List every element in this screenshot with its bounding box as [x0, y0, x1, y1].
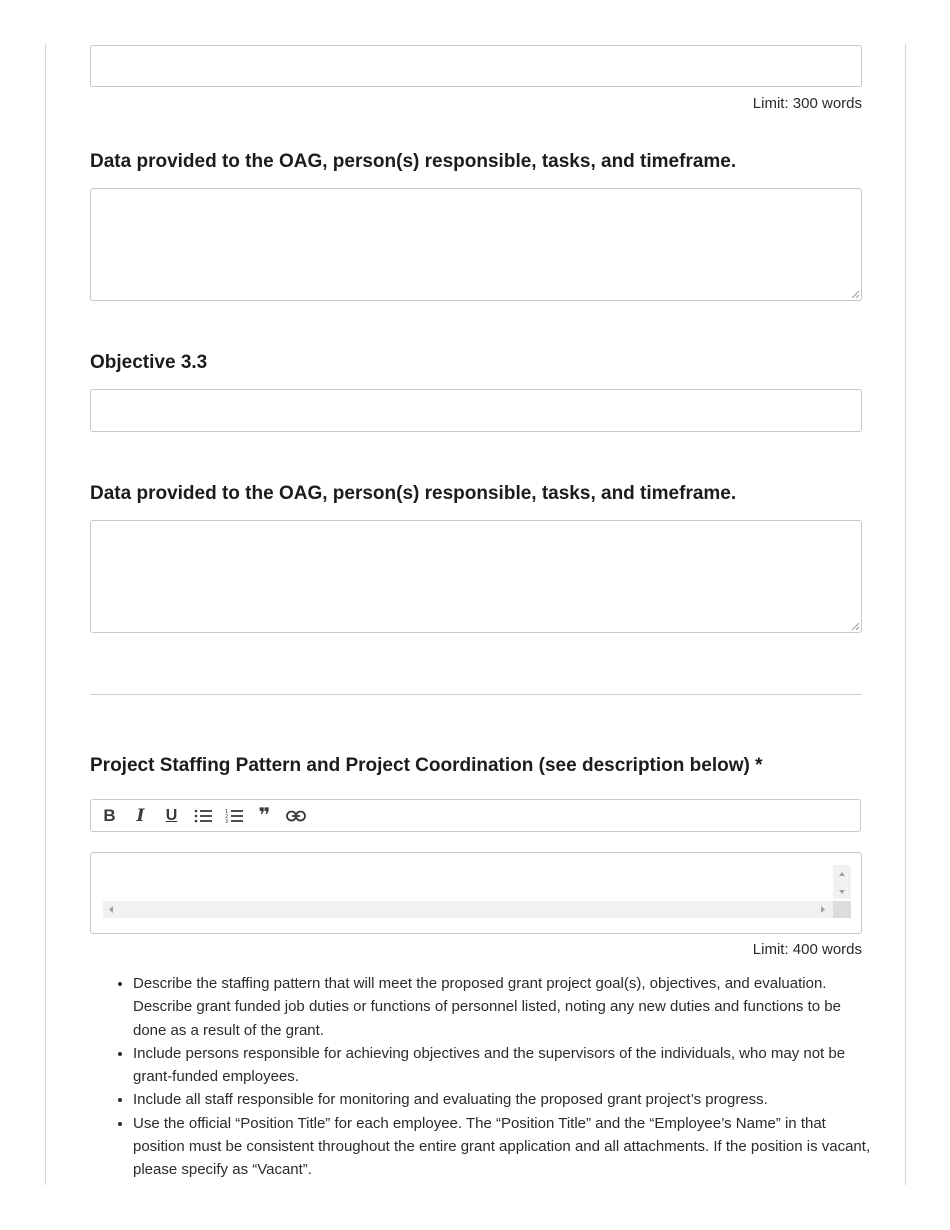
resize-handle-icon[interactable]: [851, 290, 859, 298]
data-provided-textarea[interactable]: [90, 188, 862, 301]
page-frame-right-border: [905, 44, 906, 1185]
staffing-label: [90, 755, 763, 777]
numbered-list-button[interactable]: [222, 804, 245, 827]
quote-icon: ❞: [258, 804, 271, 827]
list-item: • Include persons responsible for achieving objectives and the supervisors of the individuals, who may not be grant-funded employees.: [133, 1042, 873, 1089]
bold-icon: B: [103, 805, 116, 825]
data-provided-label: Data provided to the OAG, person(s) responsible, tasks, and timeframe.: [90, 151, 737, 172]
bullet-list-icon: [194, 808, 212, 824]
word-limit-text: Limit: 300 words: [752, 95, 862, 112]
scrollbar-corner: [833, 901, 851, 918]
data-provided-textarea-2[interactable]: [90, 520, 862, 633]
vertical-scrollbar[interactable]: [833, 865, 851, 899]
svg-text:1: 1: [224, 808, 228, 815]
scroll-arrows-icon: [833, 865, 851, 899]
staffing-editor[interactable]: [90, 852, 862, 934]
objective-3-3-input[interactable]: [90, 389, 862, 432]
italic-icon: I: [136, 805, 145, 826]
link-icon: [286, 810, 306, 822]
data-provided-label-2: Data provided to the OAG, person(s) responsible, tasks, and timeframe.: [90, 483, 737, 504]
list-item: • Use the official “Position Title” for each employee. The “Position Title” and the “Employee’s Name” in that position must be consistent throughout the entire grant application and all attachments. If the position is vacant, please specify as “Vacant”.: [133, 1112, 873, 1182]
numbered-list-icon: [225, 808, 243, 824]
horizontal-scrollbar[interactable]: [103, 901, 833, 918]
italic-button[interactable]: [129, 804, 152, 827]
rich-text-toolbar: [90, 799, 861, 832]
page-frame-left-border: [45, 44, 46, 1185]
underline-button[interactable]: [160, 804, 183, 827]
svg-text:2: 2: [224, 813, 228, 820]
objective-3-3-label: Objective 3.3: [90, 352, 208, 373]
svg-text:3: 3: [224, 818, 228, 824]
objective-input-top[interactable]: [90, 45, 862, 87]
required-marker: *: [755, 755, 763, 776]
section-divider: [90, 694, 862, 695]
horizontal-scroll-arrows-icon: [103, 901, 833, 918]
bold-button[interactable]: [98, 804, 121, 827]
staffing-label-text: Project Staffing Pattern and Project Coordination (see description below): [90, 755, 750, 776]
resize-handle-icon[interactable]: [851, 622, 859, 630]
blockquote-button[interactable]: [253, 804, 276, 827]
bullet-list-button[interactable]: [191, 804, 214, 827]
staffing-description-list: [115, 972, 873, 1182]
link-button[interactable]: [284, 804, 307, 827]
word-limit-text-2: Limit: 400 words: [752, 941, 862, 958]
underline-icon: U: [165, 806, 178, 824]
list-item: • Describe the staffing pattern that will meet the proposed grant project goal(s), objectives, and evaluation. Describe grant funded job duties or functions of personnel listed, noting any new duties and functions to be done as a result of the grant.: [133, 972, 873, 1042]
list-item: • Include all staff responsible for monitoring and evaluating the proposed grant project’s progress.: [133, 1088, 873, 1111]
